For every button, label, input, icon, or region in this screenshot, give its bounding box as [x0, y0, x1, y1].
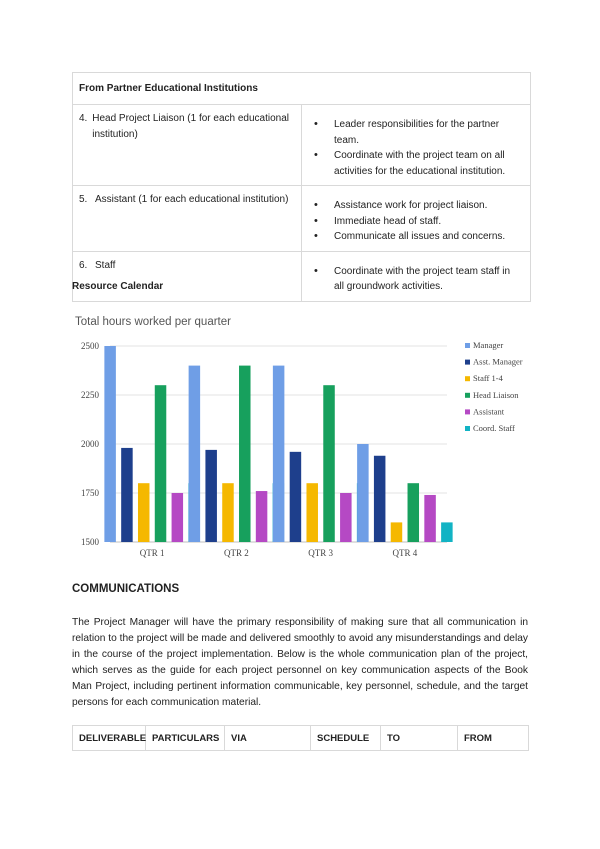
- role-number: 6.: [79, 259, 88, 271]
- bar: [222, 483, 234, 542]
- responsibilities-cell: [302, 186, 531, 252]
- role-number: 5.: [79, 194, 88, 205]
- responsibility-item: • Coordinate with the project team staff in all groundwork activities.: [310, 264, 522, 295]
- partner-role-row: [73, 105, 531, 186]
- deliverables-header-row: [73, 726, 529, 751]
- deliverables-table: [72, 725, 529, 751]
- responsibility-item: • Coordinate with the project team on all activities for the educational institution.: [310, 148, 522, 179]
- bar: [340, 493, 352, 542]
- chart-title: Total hours worked per quarter: [75, 316, 231, 328]
- bar: [290, 452, 302, 542]
- role-cell: [73, 105, 302, 186]
- legend-entry: Asst. Manager: [473, 356, 523, 367]
- resource-calendar-heading: Resource Calendar: [72, 281, 164, 292]
- bar: [172, 493, 184, 542]
- legend-swatch: [465, 409, 470, 414]
- legend-entry: Head Liaison: [473, 389, 519, 400]
- role-name: Staff: [95, 259, 116, 271]
- legend-swatch: [465, 426, 470, 431]
- bar: [424, 495, 436, 542]
- legend-entry: Staff 1-4: [473, 373, 503, 384]
- communications-paragraph: The Project Manager will have the primary responsibility of making sure that all communication in relation to the project will be made and delivered smoothly to avoid any misunderstandings and delay in the course of the project implementation. Below is the whole communication plan of the project, which serves as the guide for each project personnel on key communication aspects of the Book Man Project, including pertinent information communicable, key personnel, schedule, and the target persons for each communication material.: [72, 617, 528, 708]
- responsibility-item: • Communicate all issues and concerns.: [310, 229, 522, 245]
- role-name: Head Project Liaison (1 for each educational institution): [92, 113, 290, 140]
- deliverables-column-header: TO: [381, 726, 458, 751]
- partner-role-row: [73, 251, 531, 301]
- legend-swatch: [465, 393, 470, 398]
- deliverables-column-header: PARTICULARS: [146, 726, 225, 751]
- legend-entry: Coord. Staff: [473, 423, 515, 433]
- y-tick-label: 2250: [81, 390, 99, 400]
- responsibility-item: • Assistance work for project liaison.: [310, 198, 522, 214]
- deliverables-column-header: FROM: [458, 726, 529, 751]
- deliverables-column-header: SCHEDULE: [311, 726, 381, 751]
- y-tick-label: 2500: [81, 341, 99, 351]
- bar: [441, 522, 453, 542]
- responsibilities-cell: [302, 105, 531, 186]
- partner-roles-table: [72, 72, 531, 302]
- bar: [357, 444, 369, 542]
- bar: [138, 483, 150, 542]
- bar: [273, 366, 285, 542]
- bar: [306, 483, 318, 542]
- x-tick-label: QTR 4: [392, 548, 418, 558]
- bar: [408, 483, 420, 542]
- role-number: 4.: [79, 113, 88, 124]
- legend-entry: Assistant: [473, 406, 505, 417]
- legend-swatch: [465, 360, 470, 365]
- communications-heading: COMMUNICATIONS: [72, 583, 180, 595]
- x-tick-label: QTR 2: [224, 548, 249, 558]
- deliverables-column-header: VIA: [225, 726, 311, 751]
- role-cell: [73, 251, 302, 301]
- responsibility-item: • Immediate head of staff.: [310, 214, 522, 230]
- legend-entry: Manager: [473, 340, 504, 350]
- y-tick-label: 2000: [81, 439, 99, 449]
- bar: [239, 366, 251, 542]
- bar: [256, 491, 268, 542]
- bar: [189, 366, 201, 542]
- bar: [323, 385, 335, 542]
- responsibility-item: • Leader responsibilities for the partner team.: [310, 117, 522, 148]
- role-name: Assistant (1 for each educational institution): [95, 194, 289, 205]
- responsibilities-cell: [302, 251, 531, 301]
- bar: [155, 385, 167, 542]
- partner-table-header: From Partner Educational Institutions: [73, 73, 531, 105]
- deliverables-column-header: DELIVERABLE: [73, 726, 146, 751]
- legend-swatch: [465, 376, 470, 381]
- partner-role-row: [73, 186, 531, 252]
- role-cell: [73, 186, 302, 252]
- y-tick-label: 1750: [81, 488, 99, 498]
- y-tick-label: 1500: [81, 537, 99, 547]
- bar: [205, 450, 217, 542]
- legend-swatch: [465, 343, 470, 348]
- x-tick-label: QTR 3: [308, 548, 333, 558]
- bar: [121, 448, 133, 542]
- x-tick-label: QTR 1: [139, 548, 165, 558]
- bar: [104, 346, 116, 542]
- bar: [391, 522, 403, 542]
- hours-per-quarter-chart: [72, 306, 532, 568]
- bar: [374, 456, 386, 542]
